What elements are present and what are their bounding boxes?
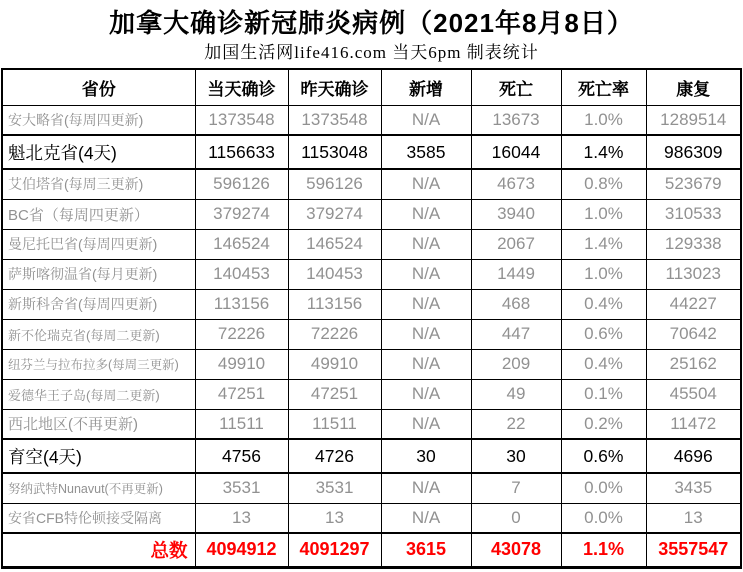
value-cell: 0 — [471, 503, 561, 533]
value-cell: 11511 — [195, 409, 288, 439]
value-cell: N/A — [381, 199, 471, 229]
value-cell: 3940 — [471, 199, 561, 229]
table-row — [2, 503, 741, 533]
value-cell: 22 — [471, 409, 561, 439]
covid-stats-table — [1, 68, 742, 569]
value-cell: 4091297 — [288, 533, 381, 567]
value-cell: 4696 — [646, 439, 741, 473]
page-subtitle: 加国生活网life416.com 当天6pm 制表统计 — [204, 43, 539, 62]
value-cell: N/A — [381, 229, 471, 259]
value-cell: N/A — [381, 379, 471, 409]
province-cell: 育空(4天) — [2, 439, 195, 473]
value-cell: N/A — [381, 409, 471, 439]
province-cell: 爱德华王子岛(每周二更新) — [2, 379, 195, 409]
value-cell: 1373548 — [195, 105, 288, 135]
value-cell: 0.1% — [561, 379, 646, 409]
value-cell: 3585 — [381, 135, 471, 169]
table-row — [2, 379, 741, 409]
value-cell: 0.2% — [561, 409, 646, 439]
province-cell: 安大略省(每周四更新) — [2, 105, 195, 135]
value-cell: 44227 — [646, 289, 741, 319]
column-header-recovered: 康复 — [646, 69, 741, 105]
value-cell: 49910 — [195, 349, 288, 379]
value-cell: 447 — [471, 319, 561, 349]
value-cell: 113023 — [646, 259, 741, 289]
province-cell: 努纳武特Nunavut(不再更新) — [2, 473, 195, 503]
column-header-province: 省份 — [2, 69, 195, 105]
value-cell: 1.4% — [561, 135, 646, 169]
table-row — [2, 135, 741, 169]
value-cell: 1.4% — [561, 229, 646, 259]
value-cell: 596126 — [195, 169, 288, 199]
value-cell: 113156 — [195, 289, 288, 319]
value-cell: 72226 — [195, 319, 288, 349]
value-cell: 3435 — [646, 473, 741, 503]
value-cell: 986309 — [646, 135, 741, 169]
value-cell: 4673 — [471, 169, 561, 199]
value-cell: 13 — [646, 503, 741, 533]
column-header-today: 当天确诊 — [195, 69, 288, 105]
value-cell: 1156633 — [195, 135, 288, 169]
value-cell: 13 — [195, 503, 288, 533]
column-header-yesterday: 昨天确诊 — [288, 69, 381, 105]
value-cell: 140453 — [288, 259, 381, 289]
header-row — [2, 69, 741, 105]
value-cell: 11472 — [646, 409, 741, 439]
value-cell: 4094912 — [195, 533, 288, 567]
value-cell: N/A — [381, 503, 471, 533]
value-cell: 30 — [471, 439, 561, 473]
value-cell: 1.0% — [561, 259, 646, 289]
value-cell: 0.6% — [561, 439, 646, 473]
table-row — [2, 289, 741, 319]
value-cell: 146524 — [288, 229, 381, 259]
province-cell: 纽芬兰与拉布拉多(每周三更新) — [2, 349, 195, 379]
province-cell: 艾伯塔省(每周三更新) — [2, 169, 195, 199]
province-cell: 魁北克省(4天) — [2, 135, 195, 169]
value-cell: 1289514 — [646, 105, 741, 135]
value-cell: 11511 — [288, 409, 381, 439]
total-row — [2, 533, 741, 567]
value-cell: 3557547 — [646, 533, 741, 567]
value-cell: 72226 — [288, 319, 381, 349]
value-cell: 209 — [471, 349, 561, 379]
value-cell: 0.4% — [561, 349, 646, 379]
value-cell: N/A — [381, 349, 471, 379]
value-cell: 379274 — [195, 199, 288, 229]
province-cell: 西北地区(不再更新) — [2, 409, 195, 439]
value-cell: N/A — [381, 105, 471, 135]
value-cell: 49 — [471, 379, 561, 409]
value-cell: 129338 — [646, 229, 741, 259]
value-cell: 1.0% — [561, 105, 646, 135]
value-cell: 47251 — [288, 379, 381, 409]
table-row — [2, 229, 741, 259]
table-header — [2, 69, 741, 105]
value-cell: 1153048 — [288, 135, 381, 169]
value-cell: 0.8% — [561, 169, 646, 199]
value-cell: 596126 — [288, 169, 381, 199]
value-cell: N/A — [381, 289, 471, 319]
value-cell: 2067 — [471, 229, 561, 259]
table-row — [2, 199, 741, 229]
value-cell: 113156 — [288, 289, 381, 319]
value-cell: 1.1% — [561, 533, 646, 567]
value-cell: 70642 — [646, 319, 741, 349]
province-cell: BC省（每周四更新） — [2, 199, 195, 229]
value-cell: 3531 — [288, 473, 381, 503]
table-body — [2, 105, 741, 567]
value-cell: 468 — [471, 289, 561, 319]
column-header-death-rate: 死亡率 — [561, 69, 646, 105]
value-cell: 4756 — [195, 439, 288, 473]
table-row — [2, 473, 741, 503]
province-cell: 新斯科舍省(每周四更新) — [2, 289, 195, 319]
value-cell: 0.0% — [561, 503, 646, 533]
value-cell: N/A — [381, 473, 471, 503]
value-cell: 7 — [471, 473, 561, 503]
value-cell: 0.0% — [561, 473, 646, 503]
value-cell: 4726 — [288, 439, 381, 473]
value-cell: 310533 — [646, 199, 741, 229]
table-row — [2, 319, 741, 349]
value-cell: 1449 — [471, 259, 561, 289]
value-cell: 47251 — [195, 379, 288, 409]
value-cell: 0.6% — [561, 319, 646, 349]
value-cell: 16044 — [471, 135, 561, 169]
value-cell: 379274 — [288, 199, 381, 229]
value-cell: 45504 — [646, 379, 741, 409]
value-cell: 523679 — [646, 169, 741, 199]
province-cell: 萨斯喀彻温省(每月更新) — [2, 259, 195, 289]
value-cell: 13 — [288, 503, 381, 533]
province-cell: 曼尼托巴省(每周四更新) — [2, 229, 195, 259]
value-cell: N/A — [381, 169, 471, 199]
value-cell: 49910 — [288, 349, 381, 379]
value-cell: 0.4% — [561, 289, 646, 319]
table-row — [2, 259, 741, 289]
page-title: 加拿大确诊新冠肺炎病例（2021年8月8日） — [109, 8, 634, 38]
table-row — [2, 169, 741, 199]
value-cell: 3531 — [195, 473, 288, 503]
value-cell: 3615 — [381, 533, 471, 567]
province-cell: 总数 — [2, 533, 195, 567]
value-cell: 140453 — [195, 259, 288, 289]
value-cell: 146524 — [195, 229, 288, 259]
value-cell: 30 — [381, 439, 471, 473]
table-row — [2, 439, 741, 473]
value-cell: 13673 — [471, 105, 561, 135]
value-cell: 43078 — [471, 533, 561, 567]
table-row — [2, 105, 741, 135]
value-cell: N/A — [381, 259, 471, 289]
table-row — [2, 409, 741, 439]
province-cell: 安省CFB特伦顿接受隔离 — [2, 503, 195, 533]
province-cell: 新不伦瑞克省(每周二更新) — [2, 319, 195, 349]
table-row — [2, 349, 741, 379]
value-cell: 25162 — [646, 349, 741, 379]
value-cell: 1.0% — [561, 199, 646, 229]
value-cell: 1373548 — [288, 105, 381, 135]
value-cell: N/A — [381, 319, 471, 349]
column-header-deaths: 死亡 — [471, 69, 561, 105]
column-header-new: 新增 — [381, 69, 471, 105]
